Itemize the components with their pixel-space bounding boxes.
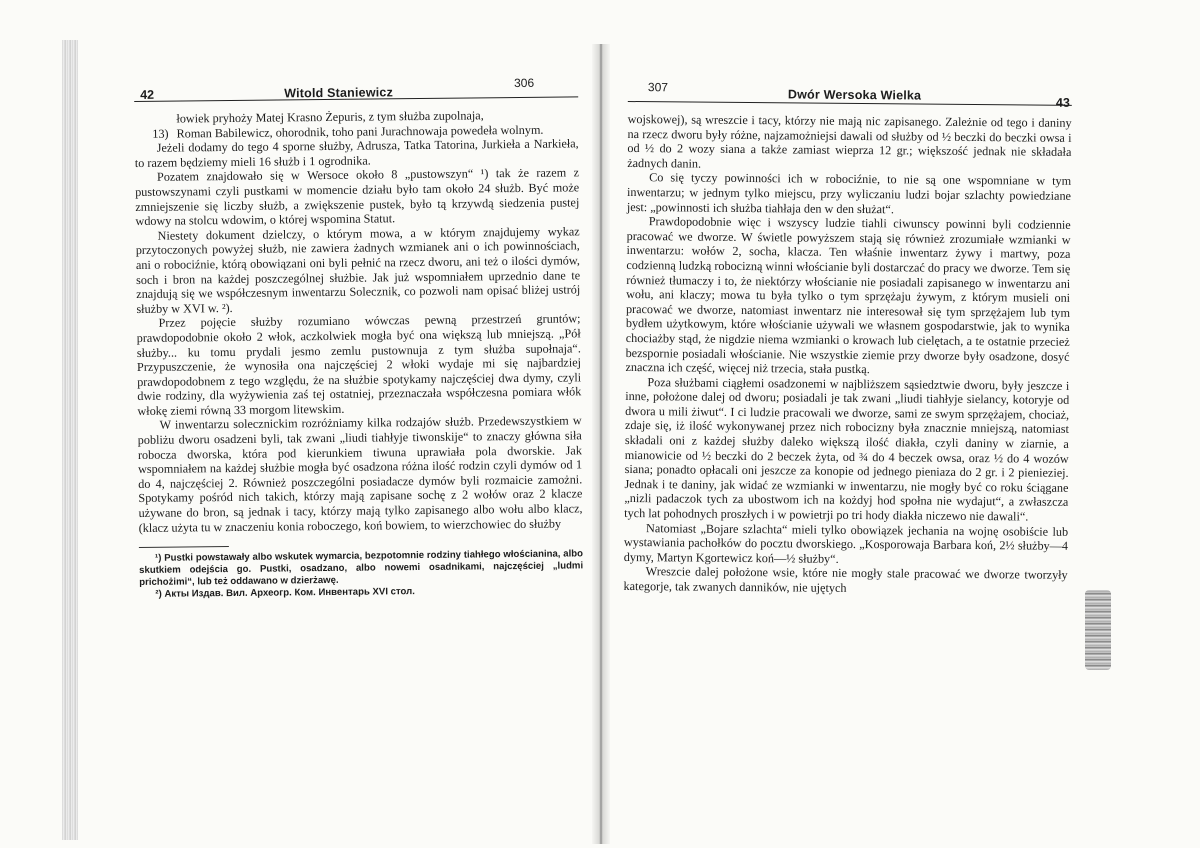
left-page-number: 42	[140, 87, 155, 102]
paragraph: Poza służbami ciągłemi osadzonemi w najbliższem sąsiedztwie dworu, były jeszcze i inne, położone dalej od dworu; posiadali je tak zwani „liudi tiahłyje sielancy, kotoryje od dwora u mili żiwut“. I ci ludzie pracowali we dworze, sami ze swym sprzężajem, chociaż, zdaje się, iż ilość wykonywanej przez nich robocizny była znacznie mniejszą, natomiast składali oni z każdej służby daleko większą ilość diakła, czyli daniny w ziarnie, a mianowicie od ½ beczki do 2 beczek żyta, od ¾ do 4 beczek owsa, oraz ½ do 4 wozów siana; ponadto opłacali oni jeszcze za konopie od jednego pieniaza do 2 gr. i 2 pienieziej. Jednak i te daniny, jak widać ze wzmianki w inwentarzu, nie mogły być co roku ściągane „nizli padaczok tych za ubostwom ich na kożdyj hod społna nie wydajut“, a zwłaszcza tych lat pohodnych proszłych i w powietrji po tri hody diakła niczewo nie dawali“.	[624, 374, 1070, 524]
footnote-rule	[139, 546, 229, 548]
paragraph: Co się tyczy powinności ich w robociźnie, to nie są one wspomniane w tym inwentarzu; w jednym tylko miejscu, przy wyliczaniu ludzi bojar szlachty powiedziane jest: „powinnosti ich służba tiahłaja den w den służat“.	[626, 170, 1072, 216]
right-page	[624, 80, 1072, 597]
right-page-number: 43	[1055, 95, 1070, 110]
paragraph: Prawdopodobnie więc i wszyscy ludzie tiahli ciwunscy powinni byli codziennie pracować we dworze. W świetle powyższem stają się również zrozumiałe wzmianki w inwentarzu: wołów 2, socha, klacza. Ten właśnie inwentarz żywy i martwy, poza codzienną ludzką robocizną winni włościanie byli dostarczać do pracy we dworze. Tem się również tłumaczy i to, że niektórzy włościanie nie posiadali zapisanego w inwentarzu ani wołu, ani klaczy; mowa tu była tylko o tym sprzężaju żywym, z którym musieli oni pracować we dworze, natomiast inwentarz nie interesował się tym sprzężajem lub tym bydłem użytkowym, które włościanie używali we własnem gospodarstwie, jak to wynika chociażby stąd, że nigdzie niema wzmianki o krowach lub cielętach, a te ostatnie przecież bezspornie posiadali włościanie. Nie wszystkie ziemie przy dworze były osadzone, dosyć znaczna ich część, więcej niż trzecia, stała pustką.	[625, 214, 1071, 377]
left-page	[134, 75, 583, 601]
footnote: ²) Акты Издав. Вил. Археогр. Ком. Инвентарь XVI стол.	[155, 586, 415, 601]
paragraph: Jeżeli dodamy do tego 4 sporne służby, Adrusza, Tatka Tatorina, Jurkieła a Narkieła, to razem będziemy mieli 16 służb i 1 ogrodnika.	[134, 136, 579, 170]
paragraph: Wreszcie dalej położone wsie, które nie mogły stale pracować we dworze tworzyły kategorje, tak zwanych danników, nie ujętych	[623, 564, 1068, 595]
paragraph: Niestety dokument dzielczy, o którym mowa, a w którym znajdujemy wykaz przytoczonych powyżej służb, nie zawiera żadnych wzmianek ani o ich powinnościach, ani o robociźnie, którą obowiązani oni byli pełnić na rzecz dworu, ani też o ilości dymów, soch i bron na każdej poszczególnej służbie. Jak już wspomniałem uprzednio dane te znajdują się we współczesnym inwentarzu Solecznik, co pozwoli nam opisać bliżej ustrój służby w XVI w. ²).	[135, 224, 581, 316]
paragraph: Przez pojęcie służby rozumiano wówczas pewną przestrzeń gruntów; prawdopodobnie około 2 włok, aczkolwiek mogła być ona większą lub mniejszą. „Pół służby... ku tomu prydali jesmo zemlu pustownuja z tym służba supołnaja“. Przypuszczenie, że wynosiła ona najczęściej 2 włoki wydaje mi się najbardziej prawdopodobnem z tego względu, że na służbie spotykamy najczęściej dwa dymy, czyli dwie rodziny, dla wyżywienia zaś tej ostatniej, przeznaczała współczesna pomiara włók włokę ziemi równą 33 morgom litewskim.	[136, 311, 582, 418]
book-gutter	[592, 44, 610, 844]
left-running-title: Witold Staniewicz	[284, 85, 394, 101]
right-page-body	[624, 112, 1072, 597]
list-item-text: Roman Babilewicz, ohorodnik, toho pani Jurachnowaja powedeła wolnym.	[176, 122, 544, 141]
left-page-header	[134, 75, 578, 106]
list-continuation-text: łowiek pryhoży Matej Krasno Żepuris, z tym służba zupolnaja,	[176, 108, 484, 126]
paragraph: W inwentarzu solecznickim rozróżniamy kilka rodzajów służb. Przedewszystkiem w pobliżu dworu osadzeni byli, tak zwani „liudi tiahłyje tiwonskije“ to znaczy główna siła robocza dworska, która pod kierunkiem tiwuna uprawiała pola dworskie. Jak wspomniałem na każdej służbie mogła być osadzona różna ilość rodzin czyli dymów od 1 do 4, najczęściej 2. Również poszczególni posiadacze dymów byli rozmaicie zamożni. Spotykamy pośród nich takich, którzy mają zapisane sochę z 2 wołów oraz 2 klacze używane do bron, są jednak i tacy, którzy mają tylko zapisanego albo wołu albo klacz, (klacz użyta tu w znaczeniu konia roboczego, koń bowiem, to wierzchowiec do służby	[137, 413, 583, 535]
paragraph: Natomiast „Bojare szlachta“ mieli tylko obowiązek jechania na wojnę osobiście lub wystawiania pachołków do pocztu dworskiego. „Kosporowaja Barbara koń, 2½ służby—4 dymy, Martyn Kgortewicz koń—½ służby“.	[623, 520, 1069, 566]
footnote: ¹) Pustki powstawały albo wskutek wymarcia, bezpotomnie rodziny tiahłego włościanina, albo skutkiem odejścia go. Pustki, osadzano, albo nowemi osadnikami, najczęściej „ludmi prichożimi“, lub też oddawano w dzierżawę.	[139, 548, 584, 589]
right-running-title: Dwór Wersoka Wielka	[787, 87, 922, 103]
list-item-number: 13)	[152, 126, 169, 141]
paragraph: Pozatem znajdowało się w Wersoce około 8 „pustowszyn“ ¹) tak że razem z pustowszynami czyli pustkami w momencie działu było tam około 24 służb. Być może zmniejszenie się liczby służb, a zwiększenie pustek, było tą krzywdą siedzenia pustej wdowy na stolcu wdowim, o której wspomina Statut.	[135, 165, 580, 229]
paragraph: wojskowej), są wreszcie i tacy, którzy nie mają nic zapisanego. Zależnie od tego i daniny na rzecz dworu były różne, najzamożniejsi dawali od służby od ½ beczki do beczki owsa i od ½ do 2 wozy siana a także zamiast wieprza 12 gr.; większość jednak nie składała żadnych danin.	[627, 111, 1072, 171]
left-page-body	[134, 107, 583, 601]
left-original-page-number: 306	[513, 75, 535, 91]
right-original-page-number: 307	[647, 80, 669, 95]
right-page-header	[628, 80, 1072, 110]
right-page-edge	[1085, 590, 1111, 670]
left-page-edge	[62, 40, 78, 840]
